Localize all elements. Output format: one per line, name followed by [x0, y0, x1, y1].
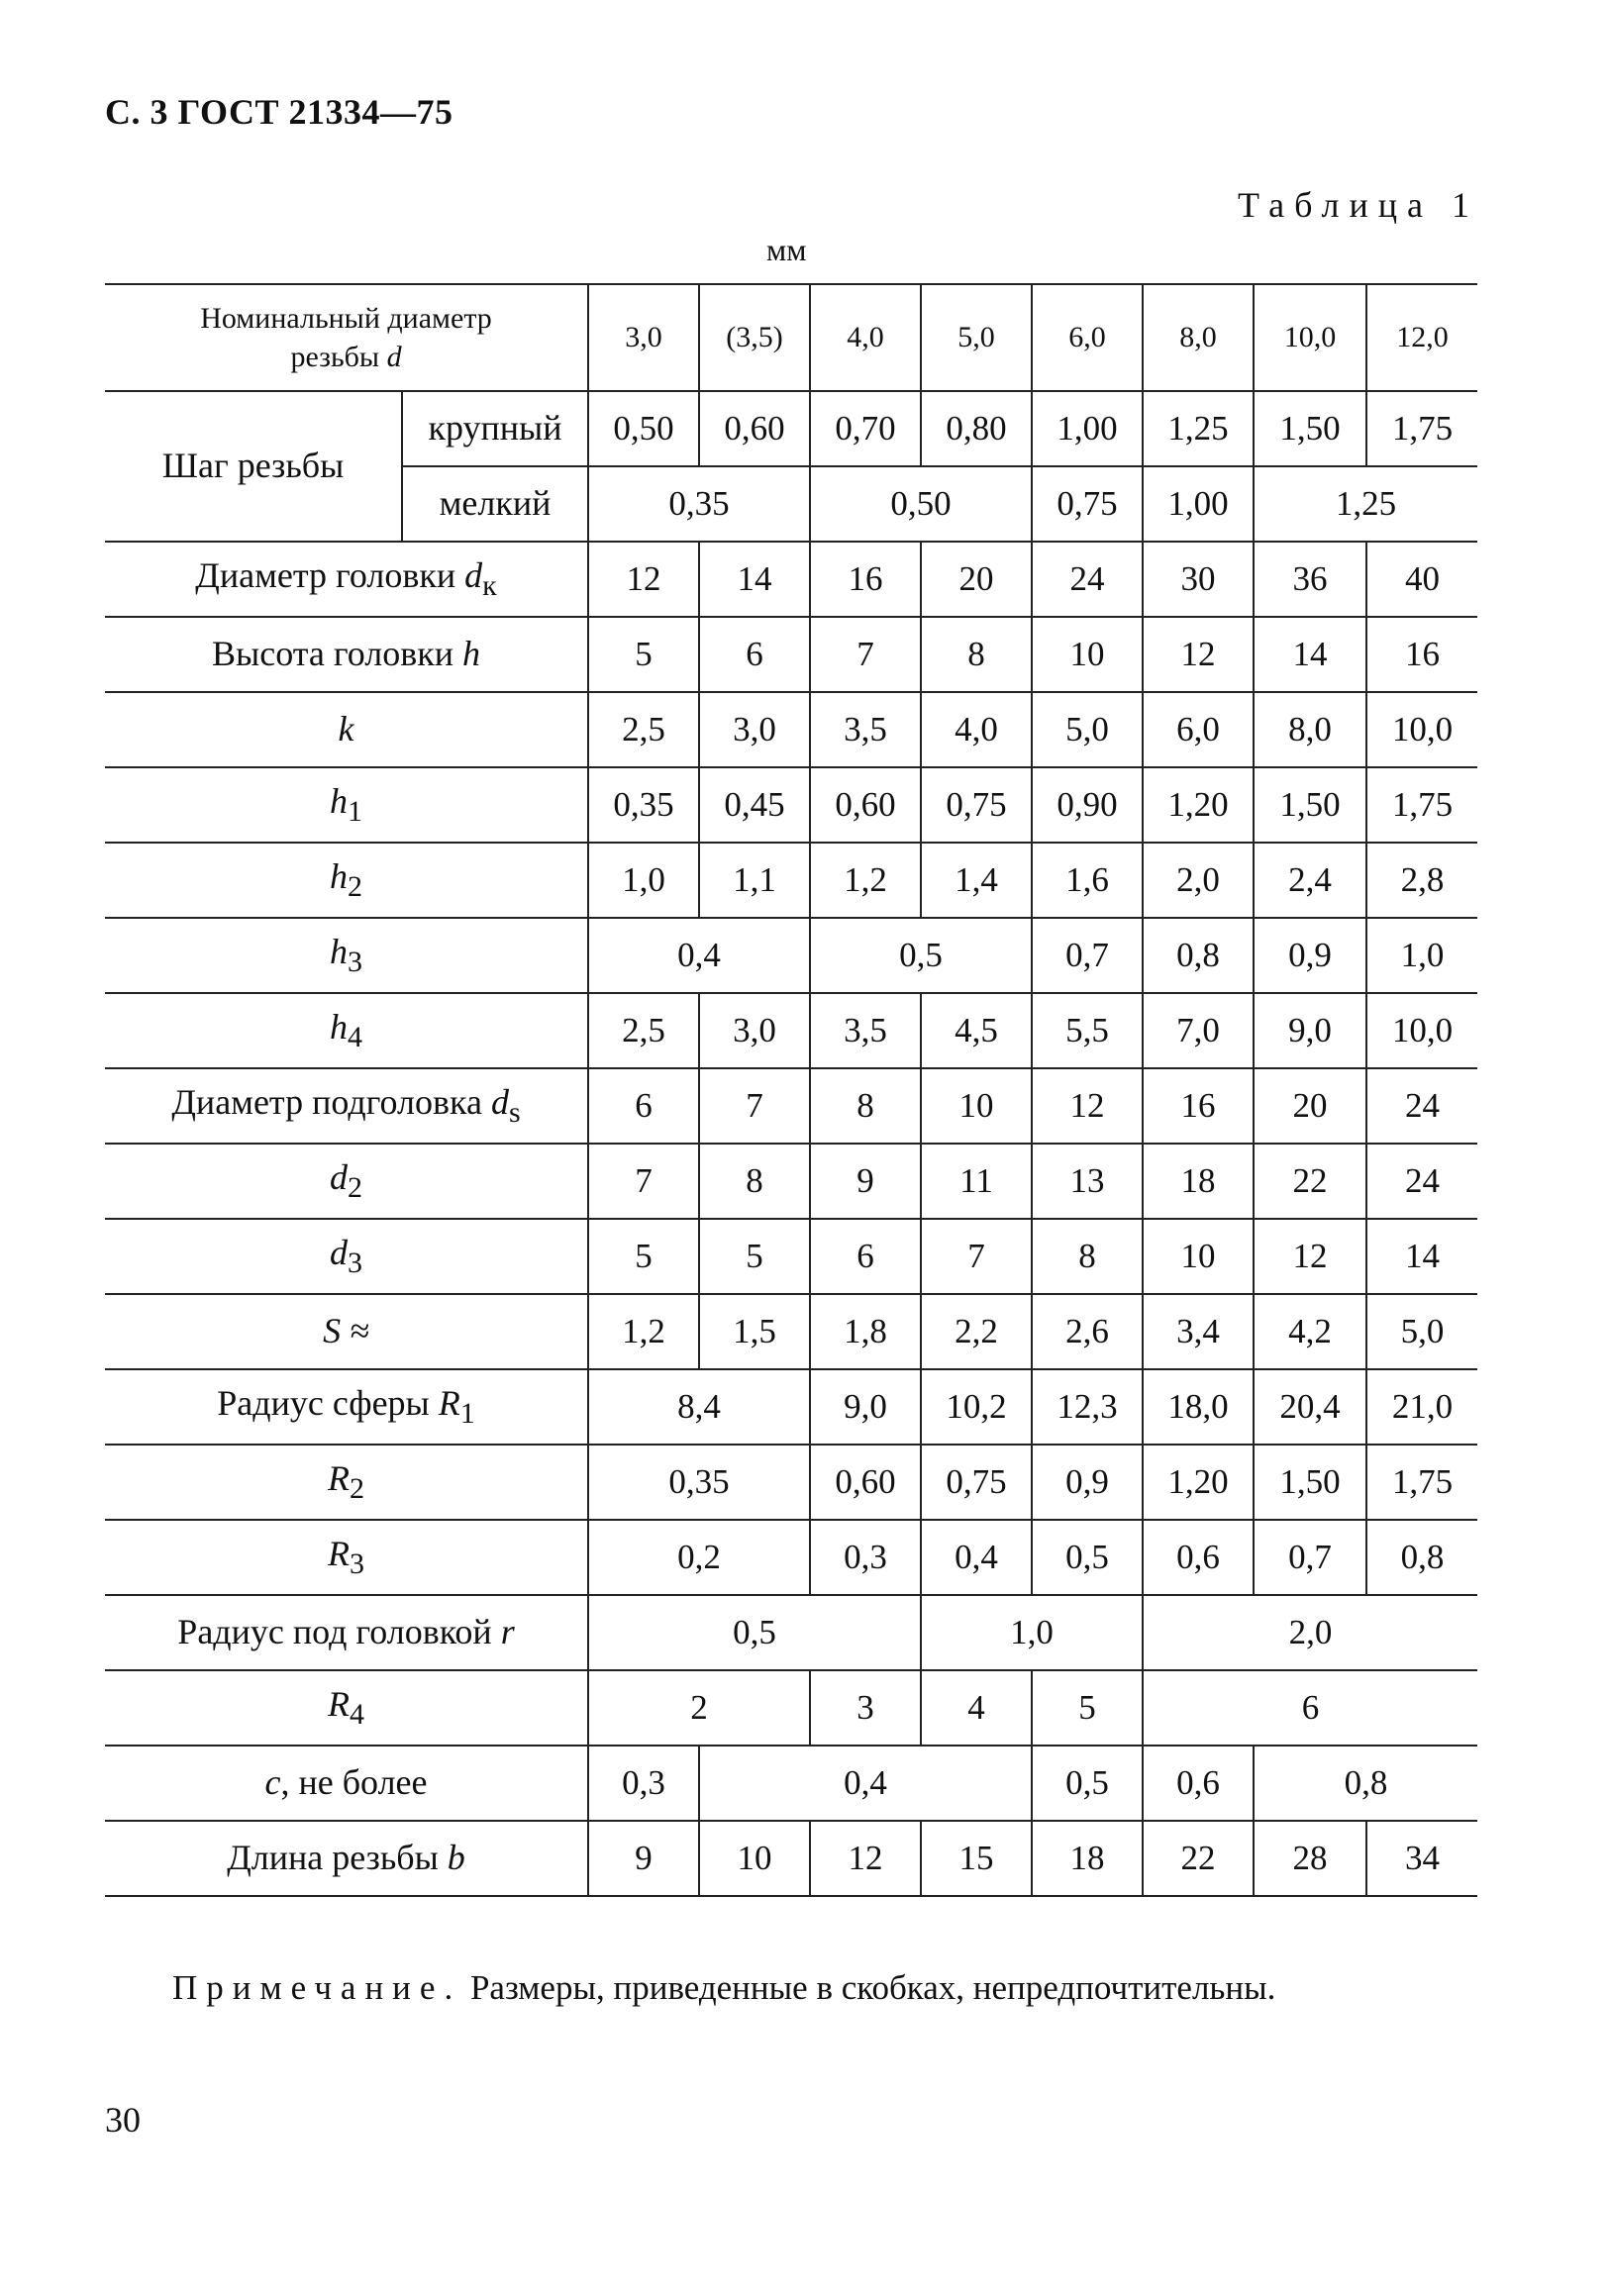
row-label-nominal-diameter — [105, 284, 588, 391]
symbol-r: R — [438, 1382, 460, 1423]
table-cell: 0,80 — [921, 391, 1032, 466]
table-cell: 0,60 — [810, 767, 921, 843]
table-cell: 14 — [1366, 1219, 1477, 1294]
table-cell: 21,0 — [1366, 1369, 1477, 1445]
symbol-b: b — [447, 1838, 465, 1878]
note-lead: Примечание. — [172, 1968, 462, 2007]
table-cell: 30 — [1143, 542, 1254, 617]
row-label-coarse: крупный — [402, 391, 588, 466]
table-cell: 7 — [588, 1144, 699, 1219]
table-cell: 7 — [810, 617, 921, 692]
symbol-s: S ≈ — [323, 1311, 369, 1351]
table-cell: 1,6 — [1032, 843, 1143, 918]
table-cell: 5 — [699, 1219, 810, 1294]
table-cell: 1,2 — [588, 1294, 699, 1369]
table-cell: 6 — [588, 1068, 699, 1144]
table-cell: 0,5 — [1032, 1746, 1143, 1821]
spec-table-body — [105, 284, 1477, 1896]
table-cell: 6 — [699, 617, 810, 692]
table-cell: 11 — [921, 1144, 1032, 1219]
row-label-h4 — [105, 993, 588, 1068]
table-cell: 1,4 — [921, 843, 1032, 918]
subscript: 1 — [459, 1396, 475, 1430]
table-cell: 12 — [810, 1821, 921, 1896]
table-row-c — [105, 1746, 1477, 1821]
table-cell: 3,5 — [810, 993, 921, 1068]
table-cell: 1,20 — [1143, 767, 1254, 843]
table-row-k — [105, 692, 1477, 767]
table-cell: 0,3 — [810, 1520, 921, 1595]
label-text: , не более — [280, 1762, 428, 1803]
table-cell: 10,0 — [1366, 993, 1477, 1068]
label-text: Диаметр головки — [195, 554, 456, 595]
table-cell: 2 — [588, 1670, 810, 1746]
label-text: Диаметр подголовка — [171, 1081, 482, 1122]
table-row-h1 — [105, 767, 1477, 843]
table-cell: 0,35 — [588, 767, 699, 843]
table-cell: 6 — [1143, 1670, 1477, 1746]
table-cell: 3,0 — [699, 993, 810, 1068]
row-label-r3 — [105, 1520, 588, 1595]
label-text: Номинальный диаметр — [200, 302, 492, 335]
table-cell: 0,6 — [1143, 1746, 1254, 1821]
table-cell: 4 — [921, 1670, 1032, 1746]
table-cell: 12 — [1254, 1219, 1366, 1294]
table-cell: 1,1 — [699, 843, 810, 918]
subscript: s — [508, 1095, 521, 1129]
table-cell: 3,5 — [810, 692, 921, 767]
table-cell: 12 — [1032, 1068, 1143, 1144]
table-note — [105, 1964, 1477, 2011]
page-header: С. 3 ГОСТ 21334—75 — [105, 92, 453, 132]
subscript: 4 — [350, 1697, 364, 1731]
table-cell: 12,3 — [1032, 1369, 1143, 1445]
row-label-ds — [105, 1068, 588, 1144]
row-label-r1 — [105, 1369, 588, 1445]
table-row-r1 — [105, 1369, 1477, 1445]
table-cell: 12 — [588, 542, 699, 617]
symbol-r: R — [328, 1683, 350, 1724]
table-cell: 0,5 — [810, 918, 1032, 993]
row-label-s — [105, 1294, 588, 1369]
table-cell: 1,0 — [921, 1595, 1143, 1670]
table-row-h3 — [105, 918, 1477, 993]
table-cell: 18,0 — [1143, 1369, 1254, 1445]
table-cell: 1,75 — [1366, 1445, 1477, 1520]
col-header: (3,5) — [699, 284, 810, 391]
subscript: 4 — [348, 1020, 362, 1053]
table-cell: 0,70 — [810, 391, 921, 466]
table-cell: 0,7 — [1032, 918, 1143, 993]
table-row-r2 — [105, 1445, 1477, 1520]
col-header: 3,0 — [588, 284, 699, 391]
table-cell: 0,45 — [699, 767, 810, 843]
table-cell: 2,0 — [1143, 843, 1254, 918]
table-cell: 0,75 — [921, 1445, 1032, 1520]
table-cell: 0,50 — [588, 391, 699, 466]
table-row-head-diameter — [105, 542, 1477, 617]
label-text: Высота головки — [212, 634, 453, 674]
table-cell: 4,2 — [1254, 1294, 1366, 1369]
subscript: 3 — [348, 945, 362, 978]
table-cell: 14 — [699, 542, 810, 617]
table-cell: 20 — [921, 542, 1032, 617]
table-cell: 0,90 — [1032, 767, 1143, 843]
table-cell: 8 — [699, 1144, 810, 1219]
unit-label: мм — [766, 232, 807, 267]
table-cell: 34 — [1366, 1821, 1477, 1896]
table-cell: 1,0 — [1366, 918, 1477, 993]
row-label-k — [105, 692, 588, 767]
table-cell: 0,75 — [921, 767, 1032, 843]
col-header: 4,0 — [810, 284, 921, 391]
table-cell: 0,8 — [1143, 918, 1254, 993]
table-cell: 16 — [1366, 617, 1477, 692]
symbol-h: h — [330, 855, 348, 896]
table-cell: 4,0 — [921, 692, 1032, 767]
note-text: Размеры, приведенные в скобках, непредпочтительны. — [461, 1968, 1276, 2007]
col-header: 12,0 — [1366, 284, 1477, 391]
table-row-r-under-head — [105, 1595, 1477, 1670]
row-label-d3 — [105, 1219, 588, 1294]
table-cell: 13 — [1032, 1144, 1143, 1219]
table-cell: 6,0 — [1143, 692, 1254, 767]
table-cell: 20 — [1254, 1068, 1366, 1144]
table-cell: 0,60 — [810, 1445, 921, 1520]
row-label-h3 — [105, 918, 588, 993]
table-cell: 10 — [1032, 617, 1143, 692]
symbol-r: R — [328, 1457, 350, 1498]
table-row-nominal-diameter — [105, 284, 1477, 391]
table-cell: 10,0 — [1366, 692, 1477, 767]
table-cell: 16 — [810, 542, 921, 617]
table-cell: 18 — [1032, 1821, 1143, 1896]
table-cell: 8 — [921, 617, 1032, 692]
table-cell: 15 — [921, 1821, 1032, 1896]
table-cell: 22 — [1143, 1821, 1254, 1896]
symbol-r: R — [328, 1533, 350, 1573]
row-label-r-under-head — [105, 1595, 588, 1670]
label-text: Радиус под головкой — [177, 1612, 492, 1652]
table-cell: 7 — [699, 1068, 810, 1144]
row-label-r2 — [105, 1445, 588, 1520]
symbol-d: d — [386, 341, 402, 373]
subscript: к — [482, 568, 497, 602]
table-cell: 0,3 — [588, 1746, 699, 1821]
col-header: 10,0 — [1254, 284, 1366, 391]
table-cell: 2,0 — [1143, 1595, 1477, 1670]
table-cell: 22 — [1254, 1144, 1366, 1219]
table-row-thread-length — [105, 1821, 1477, 1896]
table-row-ds — [105, 1068, 1477, 1144]
spec-table — [105, 283, 1477, 1897]
label-text: Длина резьбы — [227, 1838, 439, 1878]
label-text: Радиус сферы — [217, 1382, 430, 1423]
table-cell: 3,0 — [699, 692, 810, 767]
symbol-d: d — [464, 554, 483, 595]
table-cell: 0,50 — [810, 466, 1032, 542]
table-cell: 0,8 — [1254, 1746, 1477, 1821]
table-cell: 1,75 — [1366, 767, 1477, 843]
table-cell: 1,8 — [810, 1294, 921, 1369]
symbol-k: k — [338, 709, 354, 749]
table-cell: 0,35 — [588, 466, 810, 542]
table-cell: 10,2 — [921, 1369, 1032, 1445]
subscript: 2 — [348, 869, 362, 903]
table-cell: 9,0 — [810, 1369, 921, 1445]
table-cell: 10 — [921, 1068, 1032, 1144]
table-cell: 8,0 — [1254, 692, 1366, 767]
row-label-head-height — [105, 617, 588, 692]
row-label-pitch: Шаг резьбы — [105, 391, 402, 542]
table-cell: 6 — [810, 1219, 921, 1294]
table-cell: 7,0 — [1143, 993, 1254, 1068]
table-cell: 0,8 — [1366, 1520, 1477, 1595]
symbol-h: h — [330, 1006, 348, 1047]
table-cell: 2,5 — [588, 692, 699, 767]
table-row-s — [105, 1294, 1477, 1369]
table-cell: 0,9 — [1254, 918, 1366, 993]
row-label-thread-length — [105, 1821, 588, 1896]
table-cell: 0,5 — [1032, 1520, 1143, 1595]
symbol-c: c — [264, 1762, 281, 1803]
table-cell: 1,25 — [1143, 391, 1254, 466]
table-cell: 1,0 — [588, 843, 699, 918]
table-row-pitch-coarse — [105, 391, 1477, 466]
table-cell: 8 — [1032, 1219, 1143, 1294]
table-cell: 0,60 — [699, 391, 810, 466]
row-label-d2 — [105, 1144, 588, 1219]
subscript: 3 — [348, 1246, 362, 1279]
table-cell: 2,2 — [921, 1294, 1032, 1369]
row-label-head-diameter — [105, 542, 588, 617]
table-cell: 1,20 — [1143, 1445, 1254, 1520]
table-cell: 12 — [1143, 617, 1254, 692]
table-cell: 3 — [810, 1670, 921, 1746]
symbol-d: d — [330, 1156, 348, 1197]
table-cell: 1,50 — [1254, 1445, 1366, 1520]
table-cell: 1,00 — [1143, 466, 1254, 542]
symbol-d: d — [330, 1232, 348, 1272]
table-cell: 0,9 — [1032, 1445, 1143, 1520]
table-row-r3 — [105, 1520, 1477, 1595]
col-header: 8,0 — [1143, 284, 1254, 391]
table-cell: 1,50 — [1254, 391, 1366, 466]
table-cell: 0,35 — [588, 1445, 810, 1520]
table-cell: 18 — [1143, 1144, 1254, 1219]
table-cell: 0,75 — [1032, 466, 1143, 542]
subscript: 2 — [348, 1170, 362, 1204]
table-cell: 1,75 — [1366, 391, 1477, 466]
table-row-h2 — [105, 843, 1477, 918]
table-cell: 1,50 — [1254, 767, 1366, 843]
table-label: Таблица 1 — [1238, 185, 1479, 225]
table-cell: 4,5 — [921, 993, 1032, 1068]
symbol-h: h — [461, 634, 480, 674]
subscript: 1 — [348, 794, 362, 828]
symbol-d: d — [490, 1081, 509, 1122]
table-cell: 16 — [1143, 1068, 1254, 1144]
table-row-r4 — [105, 1670, 1477, 1746]
table-cell: 0,4 — [699, 1746, 1032, 1821]
table-row-h4 — [105, 993, 1477, 1068]
table-cell: 5,0 — [1366, 1294, 1477, 1369]
table-cell: 0,2 — [588, 1520, 810, 1595]
table-cell: 3,4 — [1143, 1294, 1254, 1369]
table-cell: 24 — [1032, 542, 1143, 617]
symbol-r: r — [500, 1612, 515, 1652]
col-header: 5,0 — [921, 284, 1032, 391]
table-cell: 1,25 — [1254, 466, 1477, 542]
table-cell: 5 — [1032, 1670, 1143, 1746]
table-cell: 14 — [1254, 617, 1366, 692]
subscript: 2 — [350, 1471, 364, 1505]
table-cell: 2,5 — [588, 993, 699, 1068]
table-cell: 0,5 — [588, 1595, 921, 1670]
table-cell: 0,6 — [1143, 1520, 1254, 1595]
table-cell: 5,5 — [1032, 993, 1143, 1068]
table-cell: 10 — [699, 1821, 810, 1896]
symbol-h: h — [330, 780, 348, 821]
table-cell: 2,4 — [1254, 843, 1366, 918]
table-cell: 20,4 — [1254, 1369, 1366, 1445]
subscript: 3 — [350, 1547, 364, 1580]
table-cell: 8 — [810, 1068, 921, 1144]
table-cell: 5 — [588, 617, 699, 692]
row-label-c — [105, 1746, 588, 1821]
label-text: резьбы — [290, 341, 380, 373]
row-label-h1 — [105, 767, 588, 843]
table-cell: 5,0 — [1032, 692, 1143, 767]
table-cell: 28 — [1254, 1821, 1366, 1896]
table-cell: 0,7 — [1254, 1520, 1366, 1595]
symbol-h: h — [330, 931, 348, 971]
table-cell: 24 — [1366, 1144, 1477, 1219]
table-cell: 24 — [1366, 1068, 1477, 1144]
table-cell: 2,6 — [1032, 1294, 1143, 1369]
table-cell: 1,2 — [810, 843, 921, 918]
table-cell: 40 — [1366, 542, 1477, 617]
table-cell: 7 — [921, 1219, 1032, 1294]
table-cell: 0,4 — [588, 918, 810, 993]
table-row-d3 — [105, 1219, 1477, 1294]
table-cell: 10 — [1143, 1219, 1254, 1294]
row-label-r4 — [105, 1670, 588, 1746]
row-label-fine: мелкий — [402, 466, 588, 542]
col-header: 6,0 — [1032, 284, 1143, 391]
page-number: 30 — [105, 2100, 141, 2140]
table-cell: 9 — [810, 1144, 921, 1219]
table-row-head-height — [105, 617, 1477, 692]
table-cell: 2,8 — [1366, 843, 1477, 918]
row-label-h2 — [105, 843, 588, 918]
table-cell: 5 — [588, 1219, 699, 1294]
table-cell: 9 — [588, 1821, 699, 1896]
table-cell: 1,5 — [699, 1294, 810, 1369]
table-cell: 36 — [1254, 542, 1366, 617]
table-cell: 0,4 — [921, 1520, 1032, 1595]
table-row-d2 — [105, 1144, 1477, 1219]
table-cell: 8,4 — [588, 1369, 810, 1445]
table-cell: 9,0 — [1254, 993, 1366, 1068]
table-cell: 1,00 — [1032, 391, 1143, 466]
